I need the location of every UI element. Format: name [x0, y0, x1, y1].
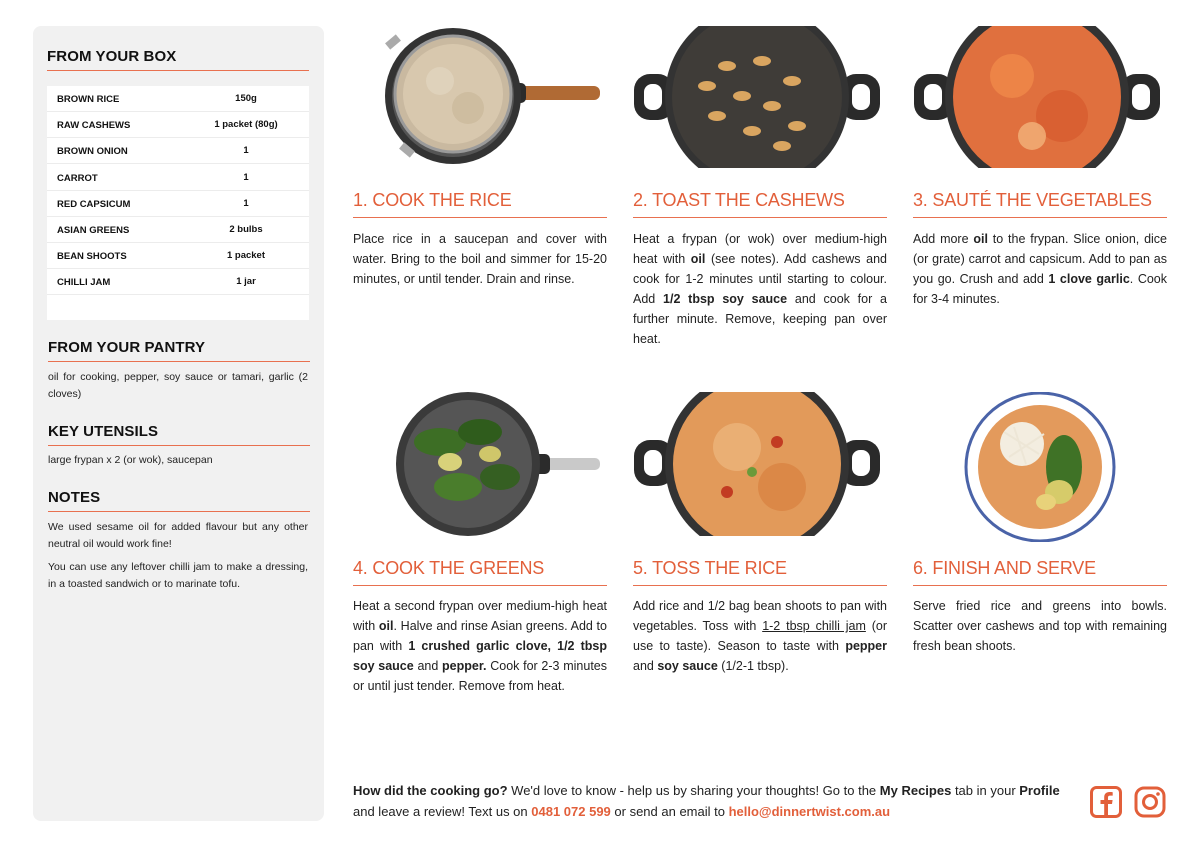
- divider: [913, 585, 1167, 586]
- footer-text: We'd love to know - help us by sharing your thoughts! Go to the: [507, 783, 880, 798]
- step-text-part: (or use to taste). Season to taste with: [633, 619, 887, 653]
- emphasis-text: 1 clove garlic: [1048, 272, 1130, 286]
- step-text-part: to the frypan. Slice onion, dice (or grate) carrot and capsicum. Add to pan as you go. Crush and add: [913, 232, 1168, 286]
- ingredient-name: RED CAPSICUM: [57, 198, 131, 210]
- ingredient-quantity: 1 packet (80g): [214, 119, 278, 131]
- step-text-part: Add more: [913, 232, 974, 246]
- ingredient-row: [47, 86, 309, 112]
- ingredient-quantity: 150g: [235, 93, 257, 104]
- ingredient-name: BROWN RICE: [57, 94, 120, 105]
- emphasis-text: 1/2 tbsp soy sauce: [663, 292, 788, 306]
- ingredient-name: RAW CASHEWS: [57, 120, 131, 132]
- utensils-text: large frypan x 2 (or wok), saucepan: [48, 454, 213, 466]
- from-your-pantry-heading: FROM YOUR PANTRY: [48, 339, 206, 356]
- pantry-text: oil for cooking, pepper, soy sauce or tamari, garlic (2 cloves): [48, 371, 308, 400]
- box-ingredients-table: [47, 86, 309, 320]
- step-2-title: 2. TOAST THE CASHEWS: [633, 190, 845, 210]
- footer-text: and leave a review! Text us on: [353, 804, 532, 819]
- divider: [633, 217, 887, 218]
- step-6-text: [913, 596, 1167, 656]
- feedback-footer: [353, 780, 1073, 822]
- step-text-part: Cook for 2-3 minutes or until just tender. Remove from heat.: [353, 659, 607, 693]
- emphasis-text: oil: [378, 619, 394, 633]
- step-text-part: Heat a frypan (or wok) over medium-high heat with: [633, 232, 887, 266]
- cashews-pan-image: [632, 26, 882, 168]
- step-3-title: 3. SAUTÉ THE VEGETABLES: [913, 190, 1152, 210]
- step-text-part: Serve fried rice and greens into bowls. Scatter over cashews and top with remaining fresh bean shoots.: [913, 599, 1167, 653]
- step-1-title: 1. COOK THE RICE: [353, 190, 512, 210]
- divider: [47, 70, 309, 71]
- note-1: We used sesame oil for added flavour but any other neutral oil would work fine!: [48, 521, 308, 550]
- footer-text: or send an email to: [610, 804, 729, 819]
- ingredient-row: [47, 191, 309, 217]
- emphasis-text: oil: [973, 232, 988, 246]
- step-text-part: Place rice in a saucepan and cover with water. Bring to the boil and simmer for 15-20 minutes, or until tender. Drain and rinse.: [353, 232, 607, 286]
- divider: [633, 585, 887, 586]
- step-2-text: [633, 229, 887, 349]
- ingredient-row: [47, 217, 309, 243]
- step-text-part: Heat a second frypan over medium-high heat with: [353, 599, 607, 633]
- notes-heading: NOTES: [48, 489, 101, 506]
- profile-link[interactable]: Profile: [1019, 783, 1060, 798]
- emphasis-text: pepper: [845, 639, 887, 653]
- ingredient-name: BROWN ONION: [57, 146, 128, 158]
- divider: [353, 217, 607, 218]
- step-text-part: and cook for a further minute. Remove, keeping pan over heat.: [633, 292, 887, 346]
- step-text-part: Add rice and 1/2 bag bean shoots to pan with vegetables. Toss with: [633, 599, 887, 633]
- step-text-part: (see notes). Add cashews and cook for 1-2 minutes until starting to colour. Add: [633, 252, 887, 306]
- ingredient-name: ASIAN GREENS: [57, 225, 130, 236]
- greens-pan-image: [380, 392, 602, 536]
- step-text-part: . Halve and rinse Asian greens. Add to pan with: [353, 619, 607, 653]
- emphasis-text: pepper.: [442, 659, 487, 673]
- step-4-text: [353, 596, 607, 696]
- step-4-title: 4. COOK THE GREENS: [353, 558, 545, 578]
- divider: [913, 217, 1167, 218]
- vegetables-pan-image: [912, 26, 1162, 168]
- ingredient-row: [47, 138, 309, 164]
- note-2: You can use any leftover chilli jam to make a dressing, in a toasted sandwich or to marinate tofu.: [48, 561, 308, 590]
- ingredient-quantity: 1: [243, 171, 249, 183]
- footer-question: How did the cooking go?: [353, 783, 508, 798]
- ingredient-row: [47, 112, 309, 138]
- phone-link[interactable]: 0481 072 599: [531, 804, 611, 819]
- divider: [48, 445, 310, 446]
- my-recipes-link[interactable]: My Recipes: [879, 783, 952, 798]
- step-text-part: and: [413, 659, 443, 673]
- instagram-icon[interactable]: [1134, 786, 1166, 818]
- ingredient-quantity: 1 packet: [226, 250, 266, 262]
- ingredient-name: BEAN SHOOTS: [57, 251, 127, 263]
- step-text-part: . Cook for 3-4 minutes.: [913, 272, 1167, 306]
- ingredients-sidebar: [33, 26, 324, 821]
- toss-rice-pan-image: [632, 392, 882, 536]
- emphasis-text: soy sauce: [657, 659, 718, 673]
- from-your-box-heading: FROM YOUR BOX: [47, 48, 177, 65]
- ingredient-row: [47, 269, 309, 295]
- step-text-part: (1/2-1 tbsp).: [717, 659, 789, 673]
- step-6-title: 6. FINISH AND SERVE: [913, 558, 1096, 578]
- emphasis-text: 1 crushed garlic clove, 1/2 tbsp soy sauce: [353, 639, 607, 673]
- footer-text: tab in your: [951, 783, 1020, 798]
- ingredient-quantity: 2 bulbs: [229, 224, 263, 235]
- email-link[interactable]: hello@dinnertwist.com.au: [728, 804, 891, 819]
- step-5-text: [633, 596, 887, 676]
- divider: [48, 511, 310, 512]
- finished-bowl-image: [964, 392, 1116, 542]
- underlined-text: 1-2 tbsp chilli jam: [762, 619, 866, 633]
- step-1-text: [353, 229, 607, 289]
- rice-strainer-image: [380, 26, 602, 168]
- divider: [353, 585, 607, 586]
- key-utensils-heading: KEY UTENSILS: [48, 423, 159, 440]
- ingredient-quantity: 1: [243, 145, 249, 157]
- ingredient-name: CHILLI JAM: [57, 277, 111, 289]
- ingredient-row: [47, 165, 309, 191]
- step-3-text: [913, 229, 1167, 309]
- ingredient-quantity: 1 jar: [236, 276, 256, 288]
- facebook-icon[interactable]: [1090, 786, 1122, 818]
- ingredient-row: [47, 243, 309, 269]
- step-5-title: 5. TOSS THE RICE: [633, 558, 787, 578]
- divider: [48, 361, 310, 362]
- ingredient-quantity: 1: [243, 197, 249, 209]
- ingredient-name: CARROT: [57, 172, 98, 184]
- emphasis-text: oil: [690, 252, 706, 266]
- step-text-part: and: [633, 659, 658, 673]
